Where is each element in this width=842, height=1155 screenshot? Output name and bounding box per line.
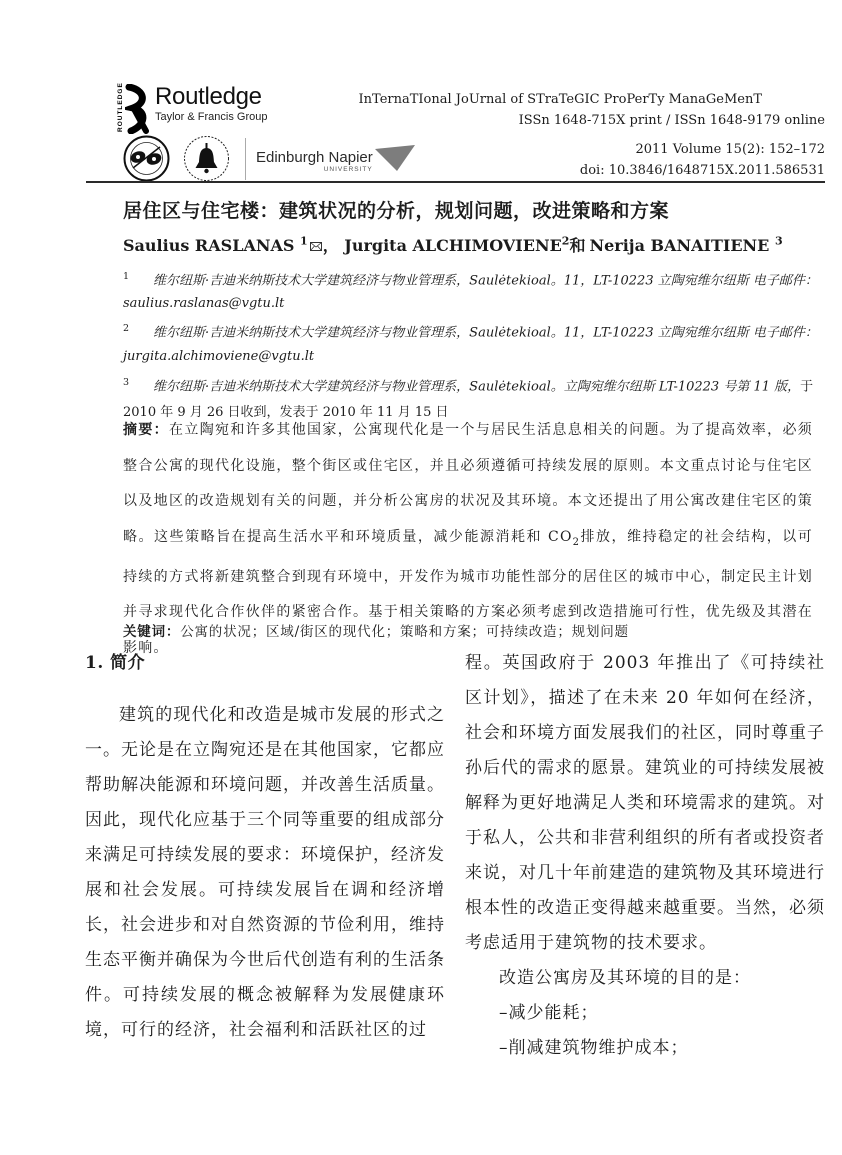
right-column-paragraph-2: 改造公寓房及其环境的目的是：	[499, 968, 751, 988]
bell-seal-icon	[183, 135, 230, 182]
vgtu-seal-icon	[123, 135, 170, 182]
issn-line: ISSn 1648-715X print / ISSn 1648-9179 online	[518, 113, 825, 128]
affiliation-3-sup: 3	[123, 376, 130, 388]
institution-logo-row	[123, 135, 417, 182]
article-title: 居住区与住宅楼：建筑状况的分析，规划问题，改进策略和方案	[123, 200, 670, 222]
goal-item-1: –减少能耗；	[499, 1003, 599, 1023]
goal-item-2: –削减建筑物维护成本；	[499, 1038, 689, 1058]
abstract-label: 摘要：	[123, 422, 170, 438]
affiliation-3-text: 维尔纽斯·吉迪米纳斯技术大学建筑经济与物业管理系，Saulėtekioal。立陶宛维尔纽斯 LT-10223 号第 11 版，	[153, 378, 801, 394]
section-1-heading: 1. 简介	[85, 653, 146, 673]
body-columns	[85, 646, 825, 1066]
keywords-line	[123, 622, 813, 642]
edinburgh-napier-name: Edinburgh Napier	[256, 148, 373, 166]
author-3-sup: 3	[774, 234, 783, 248]
logo-divider	[245, 138, 246, 180]
routledge-logo	[117, 84, 267, 134]
left-column-paragraph: 建筑的现代化和改造是城市发展的形式之一。无论是在立陶宛还是在其他国家，它都应帮助解决能源和环境问题，并改善生活质量。因此，现代化应基于三个同等重要的组成部分来满足可持续发展的要求：环境保护，经济发展和社会发展。可持续发展旨在调和经济增长，社会进步和对自然资源的节俭利用，维持生态平衡并确保为今世后代创造有利的生活条件。可持续发展的概念被解释为发展健康环境，可行的经济，社会福利和活跃社区的过	[85, 705, 445, 1040]
author-2: Jurgita ALCHIMOVIENE	[344, 236, 562, 255]
affiliation-1-sup: 1	[123, 271, 130, 282]
routledge-wordmark	[155, 84, 267, 123]
author-1-sup: 1	[300, 234, 308, 248]
affiliations	[123, 265, 825, 428]
routledge-vertical-text: ROUTLEDGE	[117, 82, 124, 132]
received-dates: 于 2010 年 9 月 26 日收到，发表于 2010 年 11 月 15 日	[123, 378, 814, 420]
author-3: Nerija BANAITIENE	[589, 236, 770, 255]
right-column	[465, 646, 825, 1066]
keywords-text: 公寓的状况；区域/街区的现代化；策略和方案；可持续改造；规划问题	[180, 624, 629, 640]
volume-line: 2011 Volume 15(2): 152–172	[635, 142, 825, 157]
author-separator-2: 和	[569, 236, 586, 255]
affiliation-2-sup: 2	[123, 323, 130, 335]
abstract-text-1: 在立陶宛和许多其他国家，公寓现代化是一个与居民生活息息相关的问题。为了提高效率，必须整合公寓的现代化设施，整个街区或住宅区，并且必须遵循可持续发展的原则。本文重点讨论与住宅区以及地区的改造规划有关的问题，并分析公寓房的状况及其环境。本文还提出了用公寓改建住宅区的策略。这些策略旨在提高生活水平和环境质量，减少能源消耗和 CO	[123, 422, 813, 545]
affiliation-1	[123, 265, 825, 315]
edinburgh-napier-logo	[256, 149, 417, 173]
affiliation-2-text: 维尔纽斯·吉迪米纳斯技术大学建筑经济与物业管理系，Saulėtekioal。11，LT-10223 立陶宛维尔纽斯 电子邮件：jurgita.alchimoviene@vgtu.lt	[123, 325, 818, 364]
edinburgh-napier-subtitle: UNIVERSITY	[323, 165, 373, 173]
affiliation-1-text: 维尔纽斯·吉迪米纳斯技术大学建筑经济与物业管理系，Saulėtekioal。11，LT-10223 立陶宛维尔纽斯 电子邮件：saulius.raslanas@vgtu.lt	[123, 273, 818, 312]
napier-arrow-icon	[375, 145, 417, 173]
abstract-text-2: 排放，维持稳定的社会结构，以可持续的方式将新建筑整合到现有环境中，开发作为城市功能性部分的居住区的城市中心，制定民主计划并寻求现代化合作伙伴的紧密合作。基于相关策略的方案必须考虑到改造措施可行性，优先级及其潜在影响。	[123, 528, 813, 656]
affiliation-2	[123, 317, 825, 367]
doi-line: doi: 10.3846/1648715X.2011.586531	[579, 163, 825, 178]
left-column	[85, 646, 445, 1066]
envelope-icon	[310, 242, 322, 251]
taylor-francis-group-label: Taylor & Francis Group	[155, 111, 268, 123]
routledge-r-icon	[125, 84, 149, 134]
author-separator-1: ，	[322, 236, 339, 255]
routledge-name: Routledge	[155, 83, 262, 110]
author-2-sup: 2	[561, 234, 570, 248]
keywords-label: 关键词：	[123, 624, 181, 640]
author-1: Saulius RASLANAS	[123, 236, 295, 255]
right-column-paragraph-1: 程。英国政府于 2003 年推出了《可持续社区计划》，描述了在未来 20 年如何在经济，社会和环境方面发展我们的社区，同时尊重子孙后代的需求的愿景。建筑业的可持续发展被解释为更好地满足人类和环境需求的建筑。对于私人，公共和非营利组织的所有者或投资者来说，对几十年前建造的建筑物及其环境进行根本性的改造正变得越来越重要。当然，必须考虑适用于建筑物的技术要求。	[465, 653, 825, 953]
journal-title: InTernaTIonal JoUrnal of STraTeGIC ProPerTy ManaGeMenT	[358, 92, 762, 107]
co2-subscript: 2	[572, 536, 581, 548]
author-line	[123, 233, 825, 256]
header-divider	[86, 181, 825, 183]
